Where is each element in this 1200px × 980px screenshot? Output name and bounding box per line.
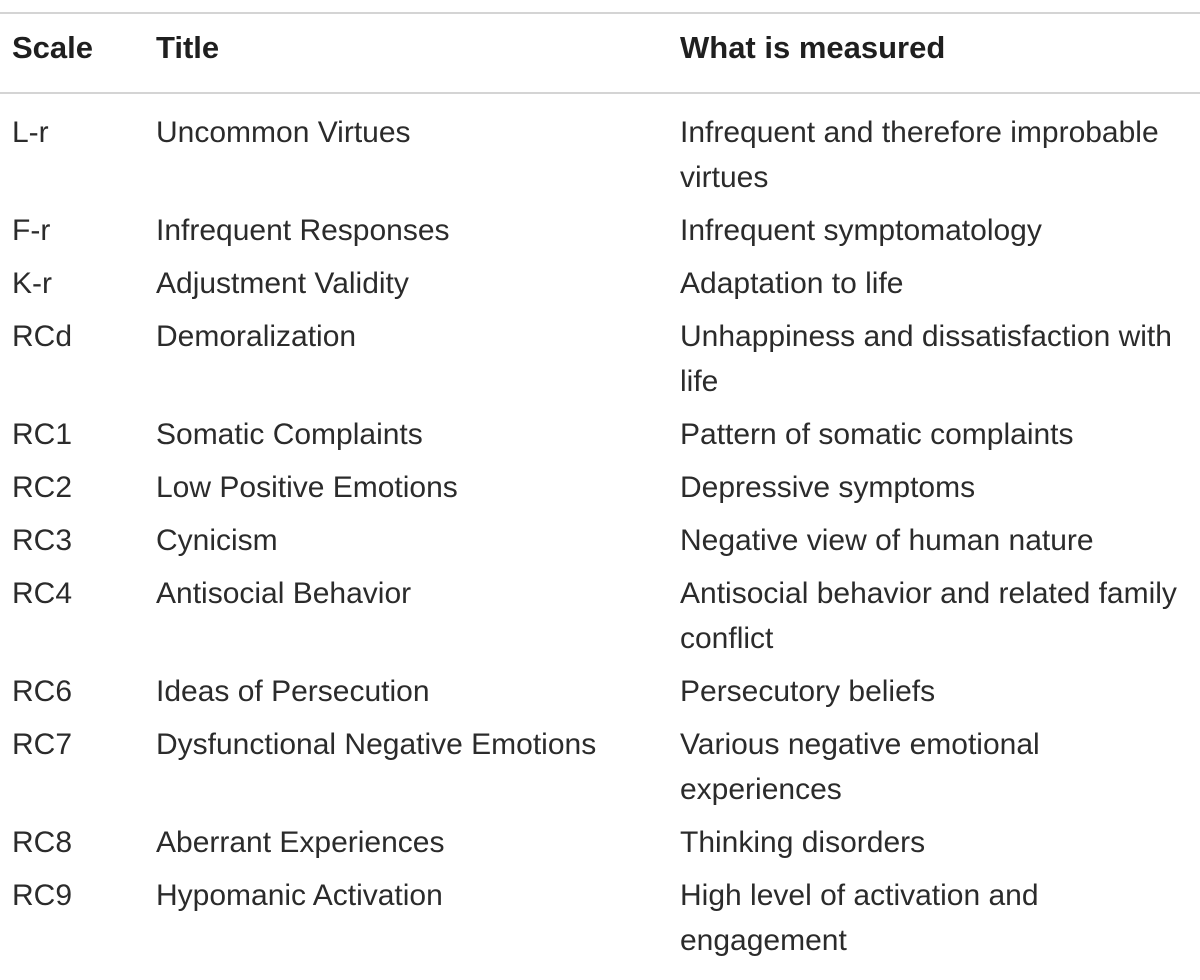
- table-row: [0, 518, 1200, 563]
- table-body: [0, 110, 1200, 971]
- cell-title: Infrequent Responses: [156, 214, 450, 247]
- table-row: [0, 412, 1200, 457]
- cell-what-is-measured: Thinking disorders: [680, 826, 926, 859]
- cell-title: Adjustment Validity: [156, 267, 409, 300]
- cell-scale: RC7: [12, 728, 73, 761]
- cell-title: Cynicism: [156, 524, 278, 557]
- table-row: [0, 261, 1200, 306]
- cell-title: Aberrant Experiences: [156, 826, 445, 859]
- cell-scale: RC4: [12, 577, 73, 610]
- cell-scale: L-r: [12, 116, 49, 149]
- cell-scale: F-r: [12, 214, 51, 247]
- table-row: [0, 465, 1200, 510]
- table-row: [0, 571, 1200, 661]
- cell-what-is-measured: Various negative emotional experiences: [680, 728, 1040, 806]
- cell-title: Uncommon Virtues: [156, 116, 411, 149]
- header-title: Title: [156, 30, 220, 65]
- header-what-is-measured: What is measured: [680, 30, 946, 65]
- cell-title: Somatic Complaints: [156, 418, 423, 451]
- cell-title: Ideas of Persecution: [156, 675, 430, 708]
- cell-scale: K-r: [12, 267, 52, 300]
- cell-title: Hypomanic Activation: [156, 879, 443, 912]
- cell-what-is-measured: Depressive symptoms: [680, 471, 976, 504]
- cell-what-is-measured: Infrequent symptomatology: [680, 214, 1042, 247]
- cell-title: Dysfunctional Negative Emotions: [156, 728, 597, 761]
- table-row: [0, 208, 1200, 253]
- cell-scale: RCd: [12, 320, 73, 353]
- cell-scale: RC8: [12, 826, 73, 859]
- cell-scale: RC3: [12, 524, 73, 557]
- cell-title: Low Positive Emotions: [156, 471, 458, 504]
- table-row: [0, 314, 1200, 404]
- table-top-rule: [0, 12, 1200, 14]
- cell-what-is-measured: Adaptation to life: [680, 267, 904, 300]
- cell-what-is-measured: Persecutory beliefs: [680, 675, 936, 708]
- table-header-rule: [0, 92, 1200, 94]
- table-header-row: [0, 30, 1200, 76]
- table-row: [0, 820, 1200, 865]
- cell-what-is-measured: Negative view of human nature: [680, 524, 1094, 557]
- header-scale: Scale: [12, 30, 94, 65]
- table-row: [0, 722, 1200, 812]
- cell-what-is-measured: Unhappiness and dissatisfaction with life: [680, 320, 1172, 398]
- cell-scale: RC6: [12, 675, 73, 708]
- table-row: [0, 110, 1200, 200]
- cell-title: Demoralization: [156, 320, 357, 353]
- cell-title: Antisocial Behavior: [156, 577, 412, 610]
- table-row: [0, 669, 1200, 714]
- cell-scale: RC1: [12, 418, 73, 451]
- cell-what-is-measured: Infrequent and therefore improbable virtues: [680, 116, 1159, 194]
- cell-what-is-measured: High level of activation and engagement: [680, 879, 1039, 957]
- cell-what-is-measured: Pattern of somatic complaints: [680, 418, 1074, 451]
- cell-scale: RC9: [12, 879, 73, 912]
- cell-what-is-measured: Antisocial behavior and related family conflict: [680, 577, 1177, 655]
- cell-scale: RC2: [12, 471, 73, 504]
- table-row: [0, 873, 1200, 963]
